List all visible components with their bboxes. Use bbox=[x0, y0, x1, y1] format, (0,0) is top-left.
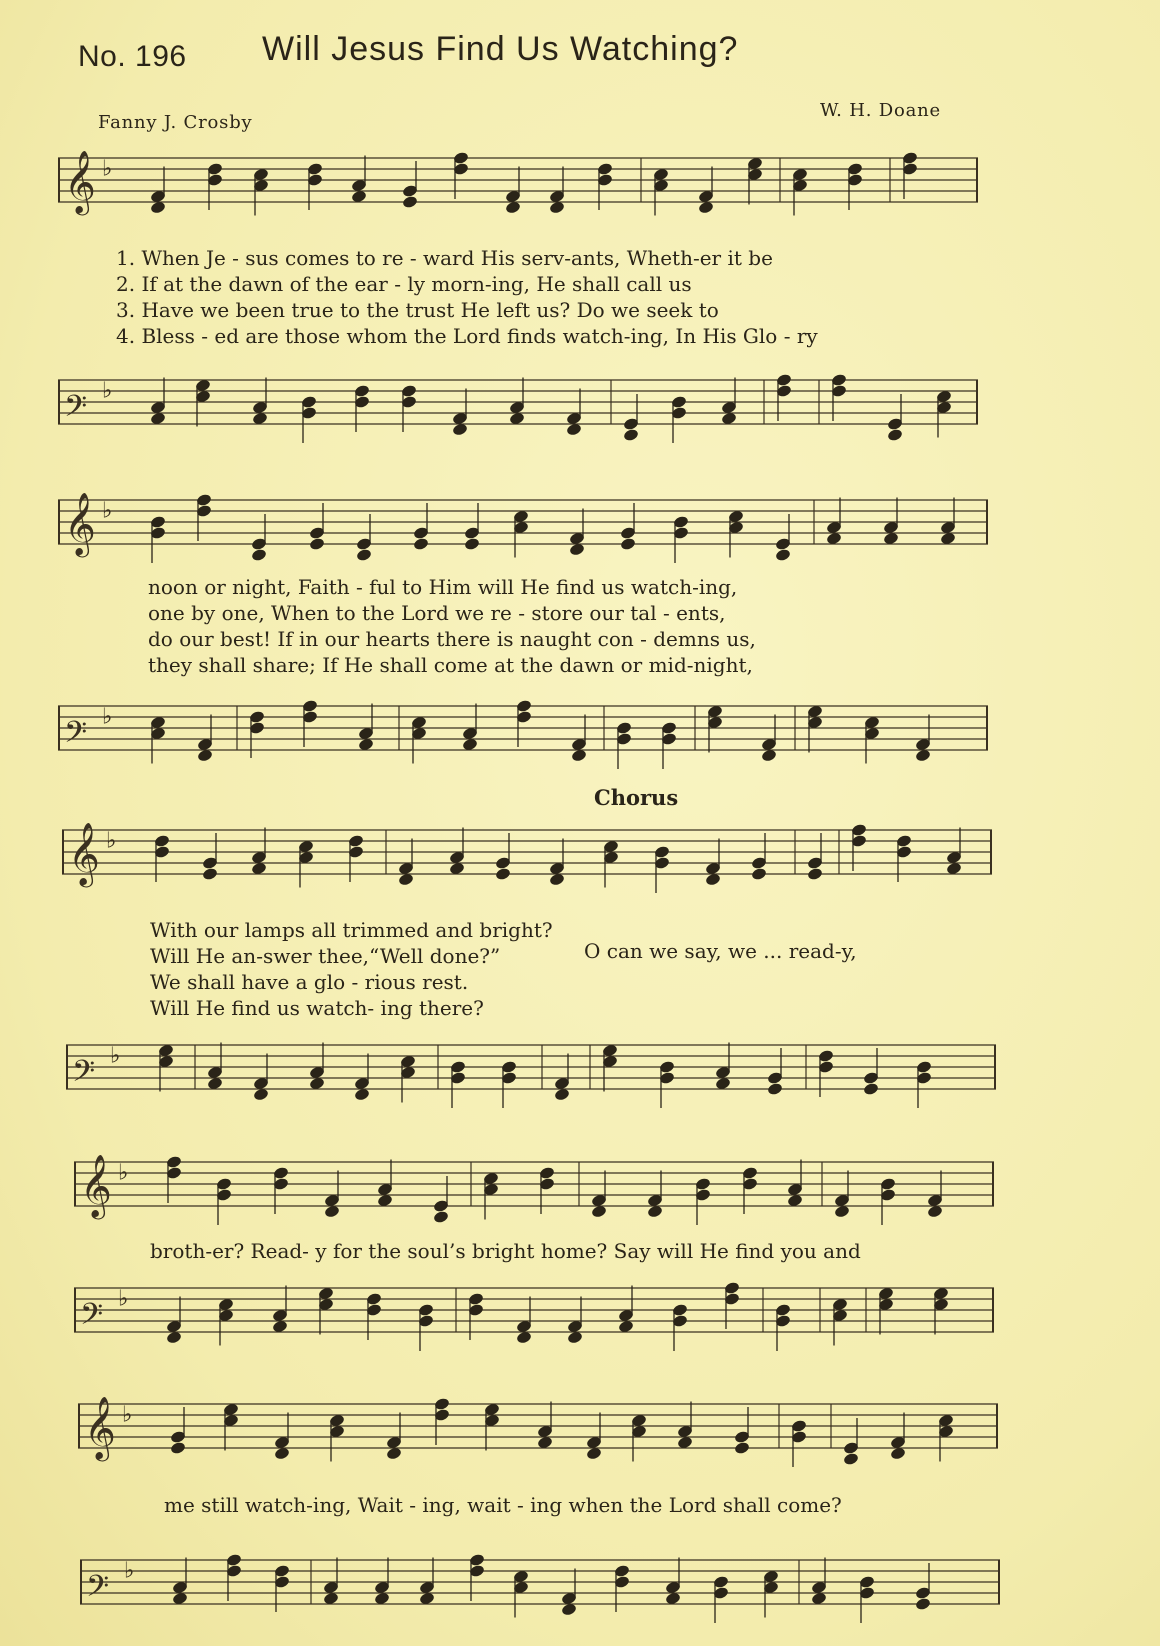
lyric-line: With our lamps all trimmed and bright? bbox=[150, 918, 553, 942]
svg-text:♭: ♭ bbox=[122, 1402, 133, 1428]
lyric-line: Will He an-swer thee,“Well done?” bbox=[150, 944, 501, 968]
svg-text:♭: ♭ bbox=[118, 1160, 129, 1186]
svg-text:♭: ♭ bbox=[102, 378, 113, 404]
bass-staff-4 bbox=[74, 1268, 994, 1358]
lyric-line: 4. Bless - ed are those whom the Lord finds watch-ing, In His Glo - ry bbox=[116, 324, 818, 348]
svg-text:𝄢: 𝄢 bbox=[86, 1570, 110, 1611]
composer-credit: W. H. Doane bbox=[820, 100, 941, 121]
svg-text:𝄞: 𝄞 bbox=[68, 822, 100, 885]
treble-staff-3 bbox=[62, 810, 992, 900]
chorus-lyrics-right: O can we say, we ... read-y, bbox=[584, 939, 857, 963]
treble-staff-1 bbox=[58, 138, 978, 228]
chorus-lyrics-system-4: broth-er? Read- y for the soul’s bright home? Say will He find you and bbox=[150, 1239, 861, 1263]
svg-text:𝄞: 𝄞 bbox=[64, 150, 96, 213]
chorus-lyrics-system-5: me still watch-ing, Wait - ing, wait - ing when the Lord shall come? bbox=[164, 1493, 842, 1517]
svg-text:♭: ♭ bbox=[102, 704, 113, 730]
bass-staff-3 bbox=[66, 1025, 996, 1115]
lyric-line: We shall have a glo - rious rest. bbox=[150, 970, 469, 994]
svg-text:𝄞: 𝄞 bbox=[84, 1396, 116, 1459]
bass-staff-5 bbox=[80, 1540, 1000, 1630]
svg-text:♭: ♭ bbox=[124, 1558, 135, 1584]
svg-text:♭: ♭ bbox=[102, 498, 113, 524]
bass-staff-2 bbox=[58, 686, 988, 776]
lyric-line: noon or night, Faith - ful to Him will He find us watch-ing, bbox=[148, 575, 738, 599]
treble-staff-4 bbox=[74, 1142, 994, 1232]
chorus-label: Chorus bbox=[594, 785, 679, 810]
treble-staff-5 bbox=[78, 1384, 998, 1474]
hymn-number: No. 196 bbox=[78, 40, 187, 73]
lyricist-credit: Fanny J. Crosby bbox=[98, 112, 253, 133]
svg-text:♭: ♭ bbox=[106, 828, 117, 854]
lyric-line: Will He find us watch- ing there? bbox=[150, 996, 484, 1020]
svg-text:𝄢: 𝄢 bbox=[64, 390, 88, 431]
svg-text:𝄞: 𝄞 bbox=[80, 1154, 112, 1217]
svg-text:♭: ♭ bbox=[102, 156, 113, 182]
chorus-lyrics-system-3 bbox=[150, 917, 553, 1021]
svg-text:𝄢: 𝄢 bbox=[72, 1055, 96, 1096]
lyric-line: they shall share; If He shall come at the dawn or mid-night, bbox=[148, 653, 753, 677]
lyric-line: 1. When Je - sus comes to re - ward His serv-ants, Wheth-er it be bbox=[116, 246, 773, 270]
svg-text:♭: ♭ bbox=[110, 1043, 121, 1069]
svg-text:𝄢: 𝄢 bbox=[64, 716, 88, 757]
bass-staff-1 bbox=[58, 360, 978, 450]
lyric-line: 3. Have we been true to the trust He left us? Do we seek to bbox=[116, 298, 719, 322]
lyric-line: one by one, When to the Lord we re - store our tal - ents, bbox=[148, 601, 726, 625]
svg-text:𝄞: 𝄞 bbox=[64, 492, 96, 555]
treble-staff-2 bbox=[58, 480, 988, 570]
lyric-line: do our best! If in our hearts there is naught con - demns us, bbox=[148, 627, 756, 651]
hymn-title: Will Jesus Find Us Watching? bbox=[262, 30, 739, 68]
svg-text:𝄢: 𝄢 bbox=[80, 1298, 104, 1339]
verse-lyrics-system-1 bbox=[116, 245, 818, 349]
verse-lyrics-system-2 bbox=[148, 574, 756, 678]
lyric-line: 2. If at the dawn of the ear - ly morn-ing, He shall call us bbox=[116, 272, 692, 296]
svg-text:♭: ♭ bbox=[118, 1286, 129, 1312]
